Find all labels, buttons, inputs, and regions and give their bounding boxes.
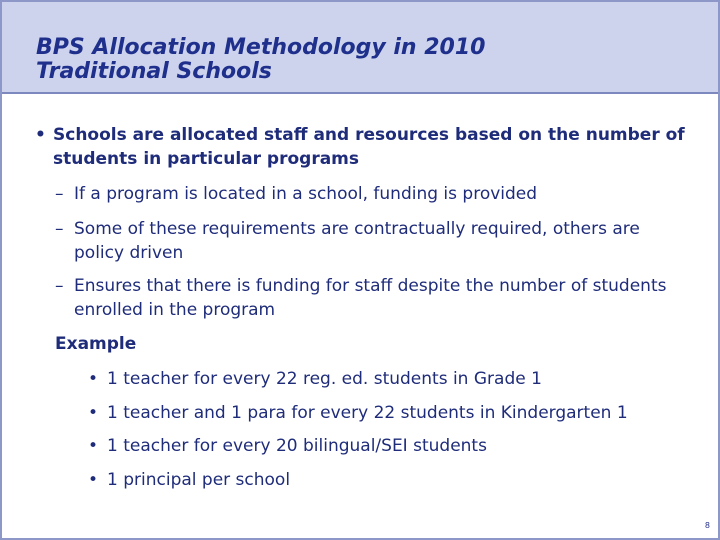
- example-item: [88, 367, 698, 391]
- bullet-dot-icon: •: [88, 369, 99, 389]
- sub-bullet: [55, 274, 685, 322]
- slide-title-line-1: BPS Allocation Methodology in 2010: [36, 35, 486, 60]
- example-item-text: 1 teacher and 1 para for every 22 students in Kindergarten 1: [107, 403, 628, 423]
- slide-title-line-2: Traditional Schools: [36, 59, 272, 84]
- dash-icon: –: [55, 276, 64, 296]
- example-label: Example: [55, 334, 137, 354]
- example-item-text: 1 teacher for every 22 reg. ed. students in Grade 1: [107, 369, 542, 389]
- main-bullet: [35, 123, 690, 171]
- sub-bullet: [55, 217, 685, 265]
- example-item-text: 1 teacher for every 20 bilingual/SEI students: [107, 436, 487, 456]
- slide-content: [2, 2, 718, 538]
- dash-icon: –: [55, 184, 64, 204]
- sub-bullet-text: Some of these requirements are contractually required, others are policy driven: [74, 219, 640, 263]
- page-number: 8: [704, 521, 710, 530]
- bullet-dot-icon: •: [35, 125, 46, 145]
- example-item: [88, 468, 698, 492]
- sub-bullet-text: Ensures that there is funding for staff despite the number of students enrolled in the program: [74, 276, 667, 320]
- sub-bullet-text: If a program is located in a school, funding is provided: [74, 184, 538, 204]
- bullet-dot-icon: •: [88, 403, 99, 423]
- dash-icon: –: [55, 219, 64, 239]
- example-item-text: 1 principal per school: [107, 470, 291, 490]
- example-item: [88, 401, 698, 425]
- bullet-dot-icon: •: [88, 470, 99, 490]
- example-item: [88, 434, 698, 458]
- sub-bullet: [55, 182, 685, 206]
- main-bullet-text: Schools are allocated staff and resources based on the number of students in particular programs: [53, 125, 685, 169]
- bullet-dot-icon: •: [88, 436, 99, 456]
